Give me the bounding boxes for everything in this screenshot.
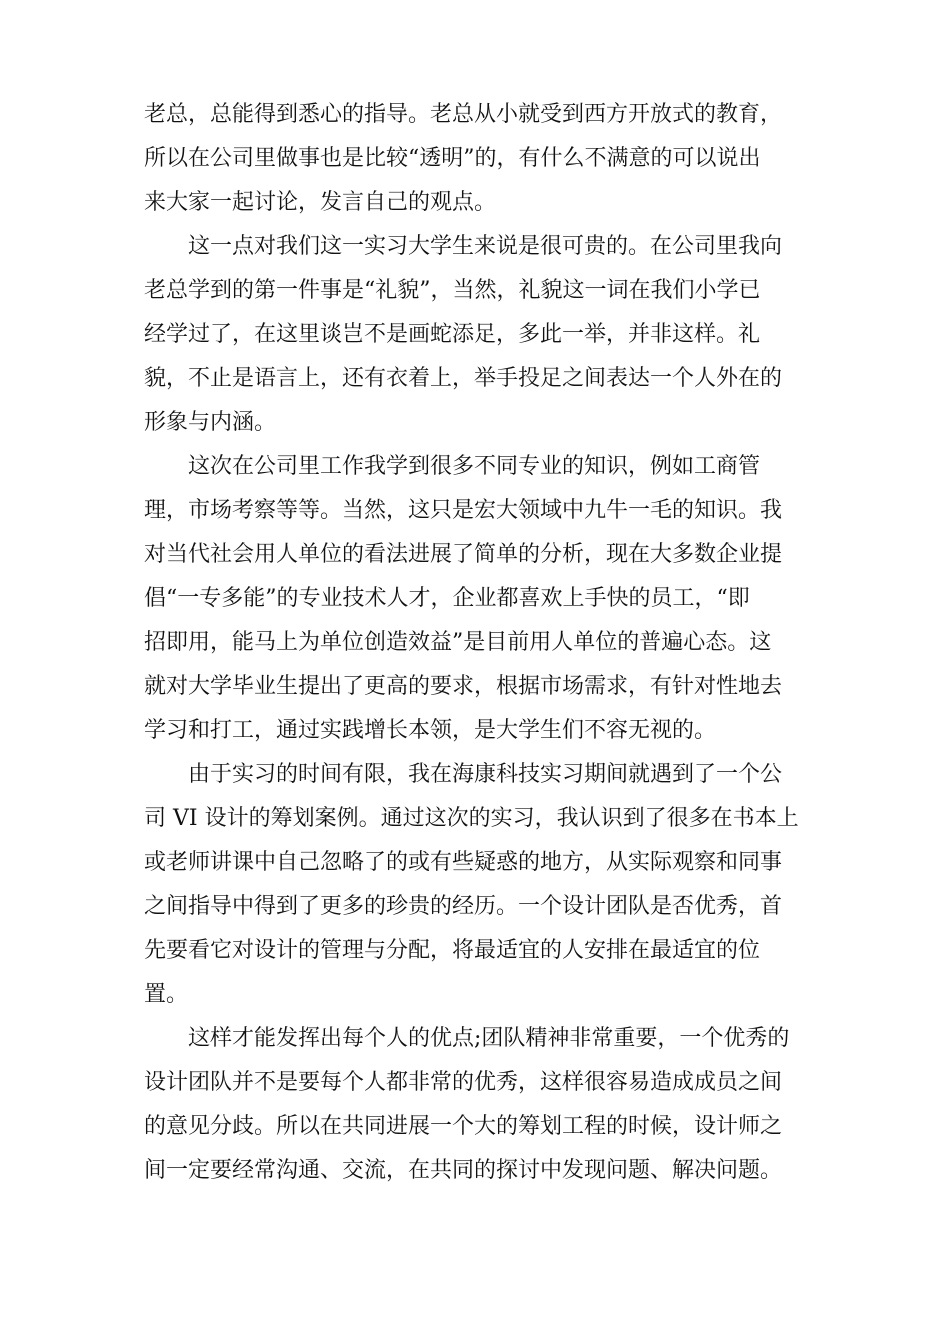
text-line: 这一点对我们这一实习大学生来说是很可贵的。在公司里我向 xyxy=(144,234,783,259)
text-line: 理，市场考察等等。当然，这只是宏大领域中九牛一毛的知识。我 xyxy=(144,498,783,523)
text-line: 所以在公司里做事也是比较“透明”的，有什么不满意的可以说出 xyxy=(144,146,761,171)
paragraph-2 xyxy=(144,225,810,445)
text-line: 间一定要经常沟通、交流，在共同的探讨中发现问题、解决问题。 xyxy=(144,1158,783,1183)
text-line: 先要看它对设计的管理与分配，将最适宜的人安排在最适宜的位 xyxy=(144,938,761,963)
text-line: 老总，总能得到悉心的指导。老总从小就受到西方开放式的教育， xyxy=(144,102,783,127)
text-line: 来大家一起讨论，发言自己的观点。 xyxy=(144,190,497,215)
text-line: 设计团队并不是要每个人都非常的优秀，这样很容易造成成员之间 xyxy=(144,1070,783,1095)
text-line: 或老师讲课中自己忽略了的或有些疑惑的地方，从实际观察和同事 xyxy=(144,850,783,875)
text-line: 对当代社会用人单位的看法进展了简单的分析，现在大多数企业提 xyxy=(144,542,783,567)
text-line: 的意见分歧。所以在共同进展一个大的筹划工程的时候，设计师之 xyxy=(144,1114,783,1139)
text-line: 倡“一专多能”的专业技术人才，企业都喜欢上手快的员工，“即 xyxy=(144,586,750,611)
text-line: 貌，不止是语言上，还有衣着上，举手投足之间表达一个人外在的 xyxy=(144,366,783,391)
text-line: 经学过了，在这里谈岂不是画蛇添足，多此一举，并非这样。礼 xyxy=(144,322,761,347)
text-line: 学习和打工，通过实践增长本领，是大学生们不容无视的。 xyxy=(144,718,717,743)
document-body xyxy=(144,93,810,1193)
text-line: 由于实习的时间有限，我在海康科技实习期间就遇到了一个公 xyxy=(144,762,783,787)
text-line: 形象与内涵。 xyxy=(144,410,277,435)
text-line: 这次在公司里工作我学到很多不同专业的知识，例如工商管 xyxy=(144,454,761,479)
paragraph-5 xyxy=(144,1017,810,1193)
text-line: 就对大学毕业生提出了更高的要求，根据市场需求，有针对性地去 xyxy=(144,674,783,699)
text-line: 老总学到的第一件事是“礼貌”，当然，礼貌这一词在我们小学已 xyxy=(144,278,761,303)
text-line: 这样才能发挥出每个人的优点;团队精神非常重要，一个优秀的 xyxy=(144,1026,790,1051)
text-line: 之间指导中得到了更多的珍贵的经历。一个设计团队是否优秀，首 xyxy=(144,894,783,919)
paragraph-4 xyxy=(144,753,810,1017)
text-line: 招即用，能马上为单位创造效益”是目前用人单位的普遍心态。这 xyxy=(144,630,772,655)
text-line: 司 VI 设计的筹划案例。通过这次的实习，我认识到了很多在书本上 xyxy=(144,806,799,831)
text-line: 置。 xyxy=(144,982,189,1007)
paragraph-3 xyxy=(144,445,810,753)
paragraph-1 xyxy=(144,93,810,225)
